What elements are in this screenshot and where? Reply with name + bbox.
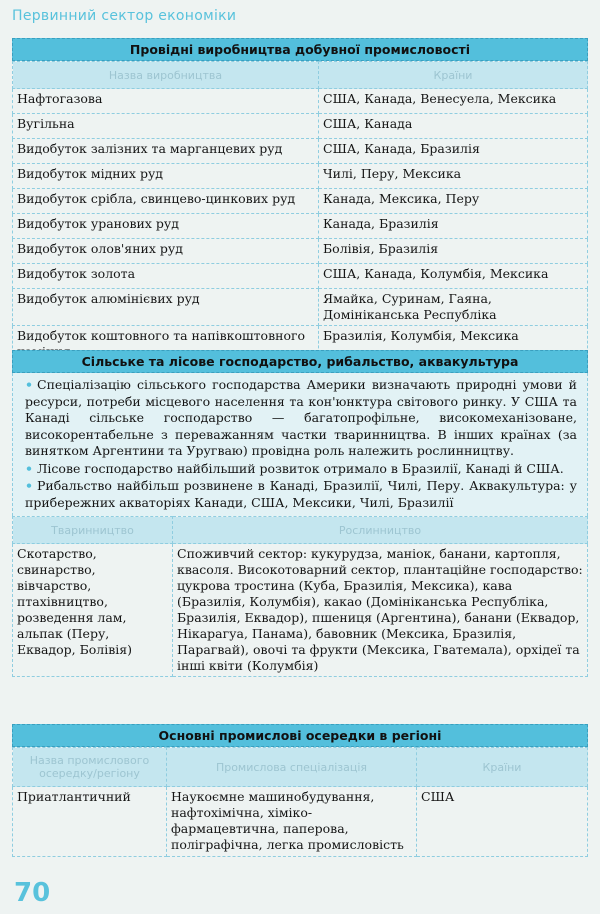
bullet-dot-icon: •	[25, 460, 33, 476]
countries-cell: США	[417, 787, 588, 857]
col-header-countries: Країни	[319, 62, 588, 89]
industrial-centers-table	[12, 724, 588, 857]
production-name: Видобуток залізних та марганцевих руд	[13, 139, 319, 164]
mining-table	[12, 61, 588, 363]
production-countries: Канада, Бразилія	[319, 214, 588, 239]
bullet-dot-icon: •	[25, 377, 33, 392]
bullet-item: • Рибальство найбільш розвинене в Канаді, Бразилії, Чилі, Перу. Аквакультура: у прибережних акваторіях Канади, США, Мексики, Чилі, Бразилії	[25, 478, 577, 510]
table-row	[13, 787, 588, 857]
agriculture-bullets	[12, 373, 588, 516]
production-name: Видобуток алюмінієвих руд	[13, 289, 319, 326]
col-header-crops: Рослинництво	[173, 517, 588, 544]
production-countries: США, Канада, Венесуела, Мексика	[319, 89, 588, 114]
production-name: Видобуток уранових руд	[13, 214, 319, 239]
table-row	[13, 89, 588, 114]
production-countries: США, Канада	[319, 114, 588, 139]
table-row	[13, 289, 588, 326]
agriculture-section	[12, 350, 588, 677]
mining-industries-table	[12, 38, 588, 363]
production-countries: Болівія, Бразилія	[319, 239, 588, 264]
mining-table-title: Провідні виробництва добувної промисловості	[12, 38, 588, 61]
production-name: Нафтогазова	[13, 89, 319, 114]
industrial-table	[12, 747, 588, 857]
table-row	[13, 189, 588, 214]
table-row	[13, 544, 588, 677]
bullet-dot-icon: •	[25, 478, 33, 493]
bullet-item: • Спеціалізацію сільського господарства Америки визначають природні умови й ресурси, потреби місцевого населення та кон'юнктура світового ринку. У США та Канаді сільське господарство — багатопрофільне, високомеханізоване, високорентабельне з переважанням частки тваринництва. В інших країнах (за винятком Аргентини та Уругваю) провідна роль належить рослинництву.	[25, 377, 577, 458]
page-number: 70	[14, 878, 51, 908]
production-countries: США, Канада, Колумбія, Мексика	[319, 264, 588, 289]
col-header-specialization: Промислова спеціалізація	[167, 748, 417, 787]
table-row	[13, 264, 588, 289]
table-row	[13, 164, 588, 189]
table-row	[13, 239, 588, 264]
agriculture-table	[12, 516, 588, 677]
table-row	[13, 114, 588, 139]
production-countries: Чилі, Перу, Мексика	[319, 164, 588, 189]
production-name: Видобуток золота	[13, 264, 319, 289]
production-countries: США, Канада, Бразилія	[319, 139, 588, 164]
livestock-cell: Скотарство, свинарство, вівчарство, птахівництво, розведення лам, альпак (Перу, Еквадор, Болівія)	[13, 544, 173, 677]
col-header-livestock: Тваринництво	[13, 517, 173, 544]
col-header-production: Назва виробництва	[13, 62, 319, 89]
production-name: Видобуток олов'яних руд	[13, 239, 319, 264]
crops-cell: Споживчий сектор: кукурудза, маніок, банани, картопля, квасоля. Високотоварний сектор, плантаційне господарство: цукрова тростина (Куба, Бразилія, Мексика), кава (Бразилія, Колумбія), какао (Домініканська Республіка, Бразилія, Еквадор), пшениця (Аргентина), банани (Еквадор, Нікарагуа, Панама), бавовник (Мексика, Бразилія, Парагвай), овочі та фрукти (Мексика, Гватемала), орхідеї та інші квіти (Колумбія)	[173, 544, 588, 677]
bullet-item: • Лісове господарство найбільший розвиток отримало в Бразилії, Канаді й США.	[25, 460, 564, 476]
table-row	[13, 214, 588, 239]
industrial-table-title: Основні промислові осередки в регіоні	[12, 724, 588, 747]
production-name: Видобуток срібла, свинцево-цинкових руд	[13, 189, 319, 214]
agriculture-section-title: Сільське та лісове господарство, рибальство, аквакультура	[12, 350, 588, 373]
production-countries: Бразилія, Колумбія, Мексика	[319, 326, 588, 363]
production-countries: Ямайка, Суринам, Гаяна, Домініканська Республіка	[319, 289, 588, 326]
specialization-cell: Наукоємне машинобудування, нафтохімічна, хіміко-фармацевтична, паперова, поліграфічна, легка промисловість	[167, 787, 417, 857]
production-countries: Канада, Мексика, Перу	[319, 189, 588, 214]
col-header-countries: Країни	[417, 748, 588, 787]
production-name: Видобуток коштовного та напівкоштовного	[13, 326, 319, 363]
production-name: Видобуток мідних руд	[13, 164, 319, 189]
page-header: Первинний сектор економіки	[12, 8, 237, 24]
col-header-center: Назва промислового осередку/регіону	[13, 748, 167, 787]
center-cell: Приатлантичний	[13, 787, 167, 857]
table-row	[13, 139, 588, 164]
production-name: Вугільна	[13, 114, 319, 139]
